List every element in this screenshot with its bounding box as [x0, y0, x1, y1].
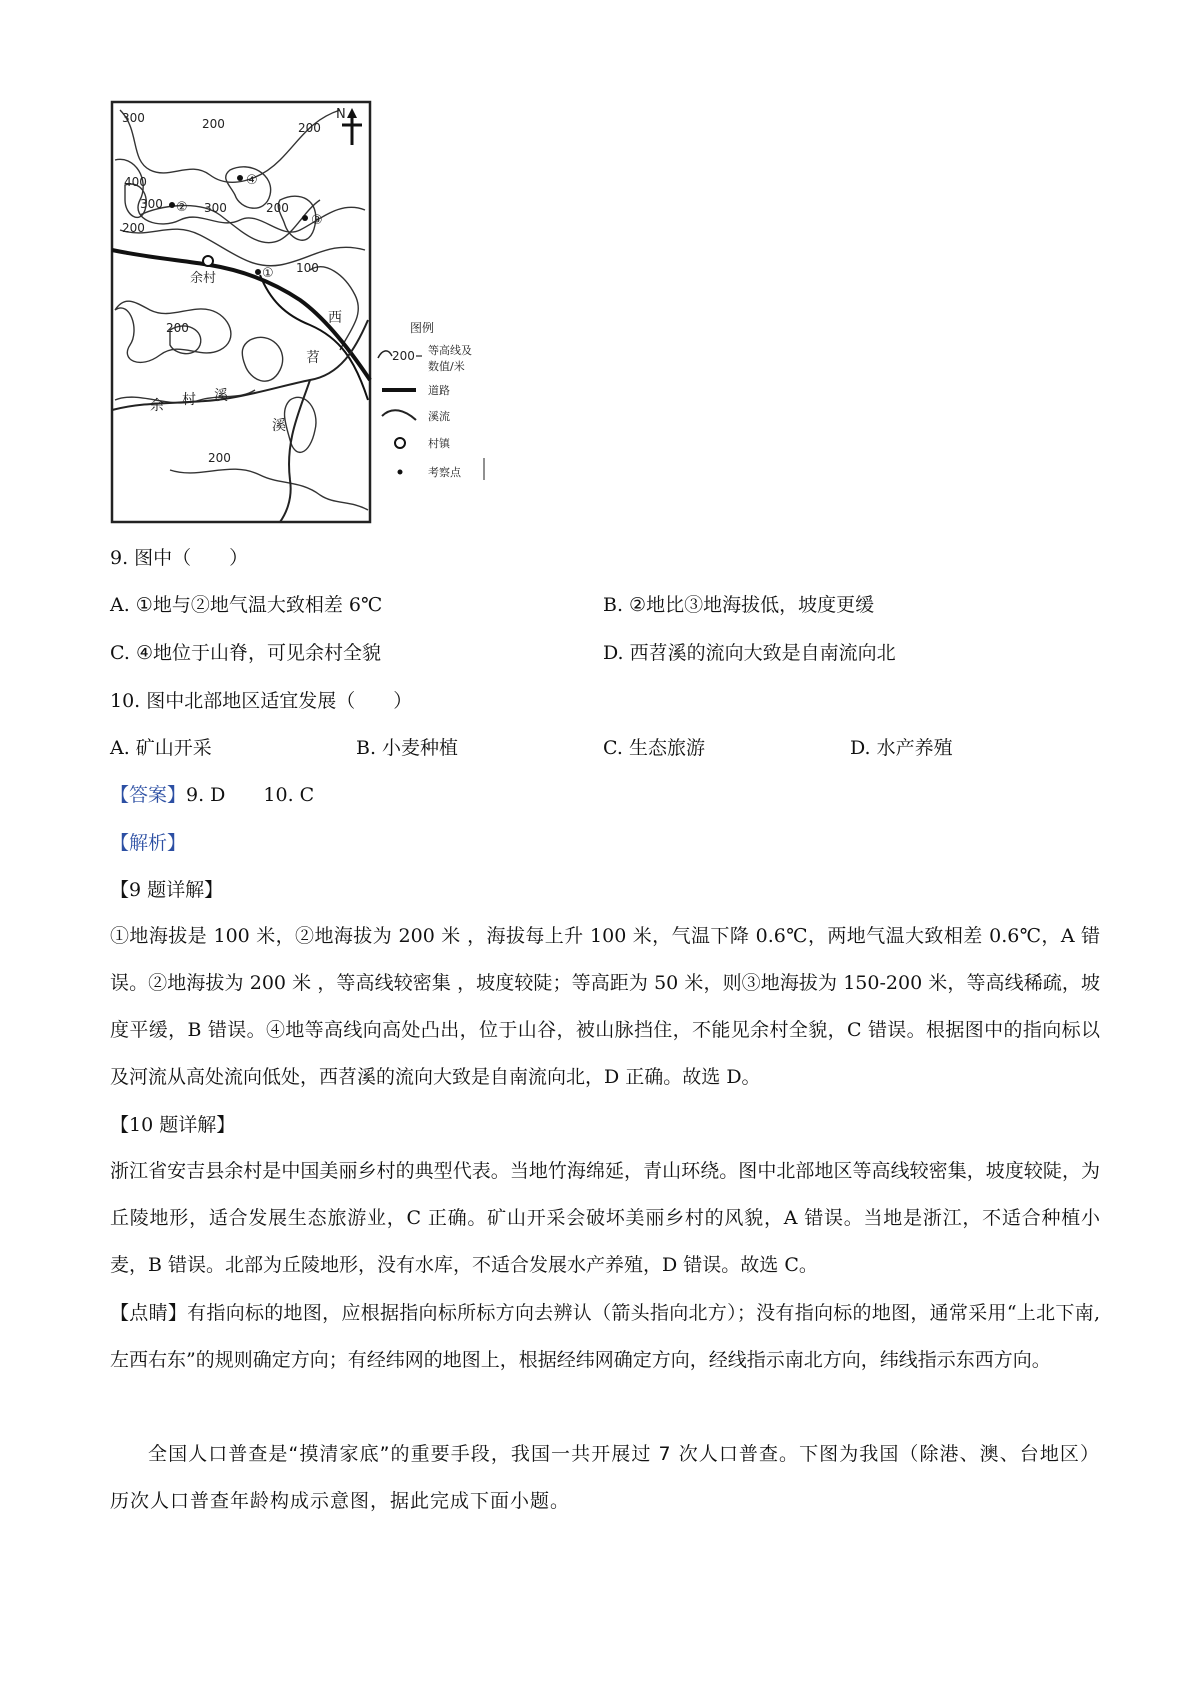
legend-stream-label: 溪流	[428, 410, 450, 423]
legend-contour-desc: 数值/米	[428, 360, 465, 373]
legend-title: 图例	[410, 321, 435, 335]
tip-tag: 【点睛】	[110, 1302, 188, 1324]
q9-option-b: B. ②地比③地海拔低，坡度更缓	[603, 594, 875, 616]
contour-label: 200	[298, 121, 321, 135]
contour-label: 100	[296, 261, 319, 275]
q10-option-c: C. 生态旅游	[603, 737, 705, 759]
contour-map-figure	[110, 100, 535, 525]
observation-point	[255, 269, 261, 275]
stream-line-yucun	[112, 320, 368, 410]
q10-option-a: A. 矿山开采	[110, 737, 212, 759]
legend-observation-label: 考察点	[428, 466, 461, 479]
contour-map-svg	[110, 100, 535, 525]
road-branch	[260, 275, 368, 400]
answer-text: 9. D 10. C	[186, 784, 315, 806]
legend-contour-sample: 200	[392, 349, 415, 363]
q9-option-c: C. ④地位于山脊，可见余村全貌	[110, 642, 381, 664]
answer-line	[110, 782, 314, 808]
q9-option-a: A. ①地与②地气温大致相差 6℃	[110, 594, 383, 616]
legend-road-label: 道路	[428, 384, 450, 397]
stream-yucun-char: 余	[150, 398, 164, 414]
contour-label: 300	[140, 197, 163, 211]
stream-west-char: 西	[328, 310, 342, 326]
point-label: ②	[176, 200, 188, 215]
stream-yucun-char: 溪	[214, 388, 228, 404]
q9-option-d: D. 西苕溪的流向大致是自南流向北	[603, 642, 896, 664]
q9-stem: 9. 图中（ ）	[110, 547, 249, 569]
contour-label: 300	[204, 201, 227, 215]
stream-west-char: 溪	[272, 418, 286, 434]
observation-point	[237, 175, 243, 181]
north-label: N	[336, 107, 346, 122]
legend-village-label: 村镇	[428, 437, 450, 450]
contour-label: 200	[208, 451, 231, 465]
next-section-intro: 全国人口普查是“摸清家底”的重要手段，我国一共开展过 7 次人口普查。下图为我国（除港、澳、台地区）历次人口普查年龄构成示意图，据此完成下面小题。	[110, 1443, 1100, 1512]
north-arrow-icon	[336, 107, 362, 145]
contour-label: 200	[166, 321, 189, 335]
stream-west-char: 苕	[306, 350, 320, 366]
detail9-heading: 【9 题详解】	[110, 879, 224, 901]
village-label: 余村	[190, 271, 217, 286]
legend-stream-icon	[382, 410, 416, 420]
village-icon	[203, 256, 213, 266]
tip-paragraph	[110, 1290, 1100, 1384]
legend-observation-icon	[398, 470, 403, 475]
map-legend	[378, 320, 484, 480]
point-label: ③	[311, 213, 323, 228]
q10-stem: 10. 图中北部地区适宜发展（ ）	[110, 690, 413, 712]
analysis-tag: 【解析】	[110, 832, 187, 854]
legend-contour-desc: 等高线及	[428, 344, 472, 357]
contour-label: 200	[122, 221, 145, 235]
detail10-body: 浙江省安吉县余村是中国美丽乡村的典型代表。当地竹海绵延，青山环绕。图中北部地区等高线较密集，坡度较陡，为丘陵地形，适合发展生态旅游业，C 正确。矿山开采会破坏美丽乡村的风貌，A 错误。当地是浙江，不适合种植小麦，B 错误。北部为丘陵地形，没有水库，不适合发展水产养殖，D 错误。故选 C。	[110, 1160, 1100, 1276]
detail9-body: ①地海拔是 100 米，②地海拔为 200 米 ，海拔每上升 100 米，气温下降 0.6℃，两地气温大致相差 0.6℃，A 错误。②地海拔为 200 米 ，等高线较密集 ，坡度较陡；等高距为 50 米，则③地海拔为 150-200 米，等高线稀疏，坡度平缓，B 错误。④地等高线向高处凸出，位于山谷，被山脉挡住，不能见余村全貌，C 错误。根据图中的指向标以及河流从高处流向低处，西苕溪的流向大致是自南流向北，D 正确。故选 D。	[110, 925, 1100, 1088]
observation-point	[169, 202, 175, 208]
contour-label: 200	[202, 117, 225, 131]
legend-village-icon	[395, 438, 405, 448]
legend-contour-icon	[378, 351, 392, 358]
contour-label: 400	[124, 175, 147, 189]
answer-tag: 【答案】	[110, 784, 187, 806]
q10-option-b: B. 小麦种植	[356, 737, 459, 759]
q10-option-d: D. 水产养殖	[850, 737, 953, 759]
contour-label: 300	[122, 111, 145, 125]
contour-label: 200	[266, 201, 289, 215]
observation-point	[302, 215, 308, 221]
point-label: ①	[262, 266, 274, 281]
point-label: ④	[246, 173, 258, 188]
detail10-heading: 【10 题详解】	[110, 1114, 236, 1136]
stream-yucun-char: 村	[182, 392, 196, 408]
tip-body: 有指向标的地图，应根据指向标所标方向去辨认（箭头指向北方）；没有指向标的地图，通常采用“上北下南,左西右东”的规则确定方向；有经纬网的地图上，根据经纬网确定方向，经线指示南北方向，纬线指示东西方向。	[110, 1302, 1100, 1371]
